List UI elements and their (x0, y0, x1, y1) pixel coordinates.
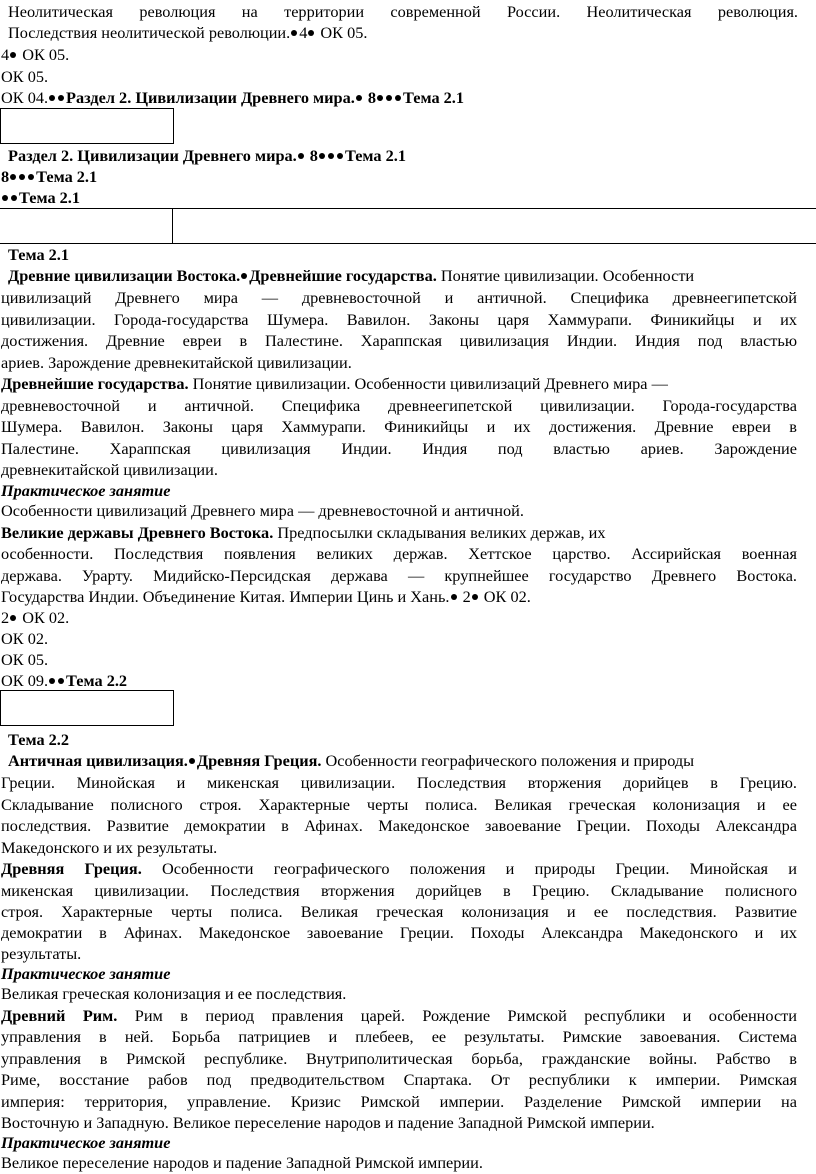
tema22-practical1-text: Великая греческая колонизация и ее последствия. (1, 984, 347, 1003)
tema22-p1-line2: Греции. Минойская и микенская цивилизации. Последствия вторжения дорийцев в Грецию. (1, 773, 797, 792)
tema21-p1-line1: Древние цивилизации Востока. Древнейшие государства. Понятие цивилизации. Особенности (8, 266, 695, 285)
bullet-dot-icon (10, 174, 16, 180)
bullet-dot-icon (298, 153, 304, 159)
bullet-dot-icon (308, 30, 314, 36)
tema21-p2-line1: Древнейшие государства. Понятие цивилизации. Особенности цивилизаций Древнего мира — (1, 374, 668, 393)
bullet-dot-icon (377, 95, 383, 101)
bullet-dot-icon (328, 153, 334, 159)
bullet-dot-icon (19, 174, 25, 180)
tema22-practical2-text: Великое переселение народов и падение Западной Римской империи. (1, 1153, 483, 1172)
tema22-p2-line5: результаты. (1, 944, 82, 963)
tema21-p2-line2: древневосточной и античной. Специфика древнеегипетской цивилизации. Города-государства (1, 396, 797, 415)
tema22-p3-line3: управления в Римской республике. Внутриполитическая борьба, гражданские войны. Рабство в (1, 1049, 797, 1068)
header-line-1: Неолитическая революция на территории современной России. Неолитическая революция. (8, 2, 798, 21)
bullet-dot-icon (189, 758, 195, 764)
bullet-dot-icon (395, 95, 401, 101)
bullet-dot-icon (337, 153, 343, 159)
header-line-3: 4 ОК 05. (1, 45, 70, 64)
tema21-p2-line3: Шумера. Вавилон. Законы царя Хаммурапи. Финикийцы и их достижения. Древние евреи в (1, 417, 797, 436)
header-line-4: ОК 05. (1, 67, 49, 86)
tema21-heading: Тема 2.1 (8, 245, 70, 264)
table-cell (0, 209, 173, 243)
tema21-practical-text: Особенности цивилизаций Древнего мира — древневосточной и античной. (1, 501, 524, 520)
tema22-practical1-label: Практическое занятие (1, 964, 171, 983)
bullet-dot-icon (49, 678, 55, 684)
tema21-code-line4: ОК 09. Тема 2.2 (1, 671, 128, 690)
tema22-p1-line4: последствия. Развитие демократии в Афинах. Македонское завоевание Греции. Походы Александра (1, 816, 797, 835)
tema21-p3-line1: Великие державы Древнего Востока. Предпосылки складывания великих держав, их (1, 523, 606, 542)
tema21-p1-line4: достижения. Древние евреи в Палестине. Хараппская цивилизация Индии. Индия под властью (1, 331, 797, 350)
tema22-p3-line5: империя: территория, управление. Кризис Римской империи. Разделение Римской империи на (1, 1092, 797, 1111)
tema21-p1-line2: цивилизаций Древнего мира — древневосточной и античной. Специфика древнеегипетской (1, 288, 797, 307)
bullet-dot-icon (241, 273, 247, 279)
bullet-dot-icon (451, 594, 457, 600)
empty-cell-box (0, 690, 174, 726)
tema21-code-line1: 2 ОК 02. (1, 608, 70, 627)
bullet-dot-icon (28, 174, 34, 180)
table-row-box (0, 208, 816, 244)
tema21-p3-line2: особенности. Последствия появления великих держав. Хеттское царство. Ассирийская военная (1, 544, 797, 563)
tema22-p3-line2: управления в ней. Борьба патрициев и плебеев, ее результаты. Римские завоевания. Система (1, 1027, 797, 1046)
bullet-dot-icon (291, 30, 297, 36)
tema21-p2-line5: древнекитайской цивилизации. (1, 460, 218, 479)
tema21-p1-line3: цивилизации. Города-государства Шумера. Вавилон. Законы царя Хаммурапи. Финикийцы и их (1, 310, 797, 329)
tema21-p2-line4: Палестине. Хараппская цивилизация Индии. Индия под властью ариев. Зарождение (1, 439, 797, 458)
section2-line-b: 8 Тема 2.1 (1, 167, 98, 186)
tema21-p1-line5: ариев. Зарождение древнекитайской цивилизации. (1, 353, 352, 372)
tema21-code-line3: ОК 05. (1, 650, 49, 669)
tema22-p2-line3: строя. Характерные черты полиса. Великая греческая колонизация и ее последствия. Развитие (1, 902, 797, 921)
bullet-dot-icon (49, 95, 55, 101)
tema22-p2-line2: микенская цивилизации. Последствия вторжения дорийцев в Грецию. Складывание полисного (1, 881, 797, 900)
tema21-code-line2: ОК 02. (1, 629, 49, 648)
tema22-p3-line1: Древний Рим. Рим в период правления царей. Рождение Римской республики и особенности (1, 1006, 797, 1025)
tema21-p3-line3: держава. Урарту. Мидийско-Персидская держава — крупнейшее государство Древнего Востока. (1, 566, 797, 585)
bullet-dot-icon (472, 594, 478, 600)
bullet-dot-icon (58, 95, 64, 101)
tema22-p3-line4: Риме, восстание рабов под предводительством Спартака. От республики к империи. Римская (1, 1070, 797, 1089)
tema21-p3-line4: Государства Индии. Объединение Китая. Империи Цинь и Хань. 2 ОК 02. (1, 587, 531, 606)
tema22-p2-line1: Древняя Греция. Особенности географического положения и природы Греции. Минойская и (1, 859, 797, 878)
tema22-p3-line6: Восточную и Западную. Великое переселение народов и падение Западной Римской империи. (1, 1113, 655, 1132)
tema22-p2-line4: демократии в Афинах. Македонское завоевание Греции. Походы Александра Македонского и их (1, 923, 797, 942)
bullet-dot-icon (58, 678, 64, 684)
header-line-5: ОК 04. Раздел 2. Цивилизации Древнего мира. 8 Тема 2.1 (1, 88, 465, 107)
tema22-p1-line5: Македонского и их результаты. (1, 838, 218, 857)
bullet-dot-icon (2, 195, 8, 201)
section2-line-c: Тема 2.1 (1, 187, 797, 208)
bullet-dot-icon (386, 95, 392, 101)
bullet-dot-icon (356, 95, 362, 101)
header-line-2: Последствия неолитической революции. 4 ОК 05. (8, 23, 368, 42)
bullet-dot-icon (319, 153, 325, 159)
bullet-dot-icon (11, 195, 17, 201)
tema22-practical2-label: Практическое занятие (1, 1133, 171, 1152)
bullet-dot-icon (10, 615, 16, 621)
section2-line-a: Раздел 2. Цивилизации Древнего мира. 8 Тема 2.1 (8, 146, 406, 165)
bullet-dot-icon (10, 52, 16, 58)
tema21-practical-label: Практическое занятие (1, 481, 171, 500)
tema22-heading: Тема 2.2 (8, 730, 70, 749)
tema22-p1-line1: Античная цивилизация. Древняя Греция. Особенности географического положения и природы (8, 751, 695, 770)
empty-cell-box (0, 108, 174, 144)
tema22-p1-line3: Складывание полисного строя. Характерные черты полиса. Великая греческая колонизация и ее (1, 795, 797, 814)
